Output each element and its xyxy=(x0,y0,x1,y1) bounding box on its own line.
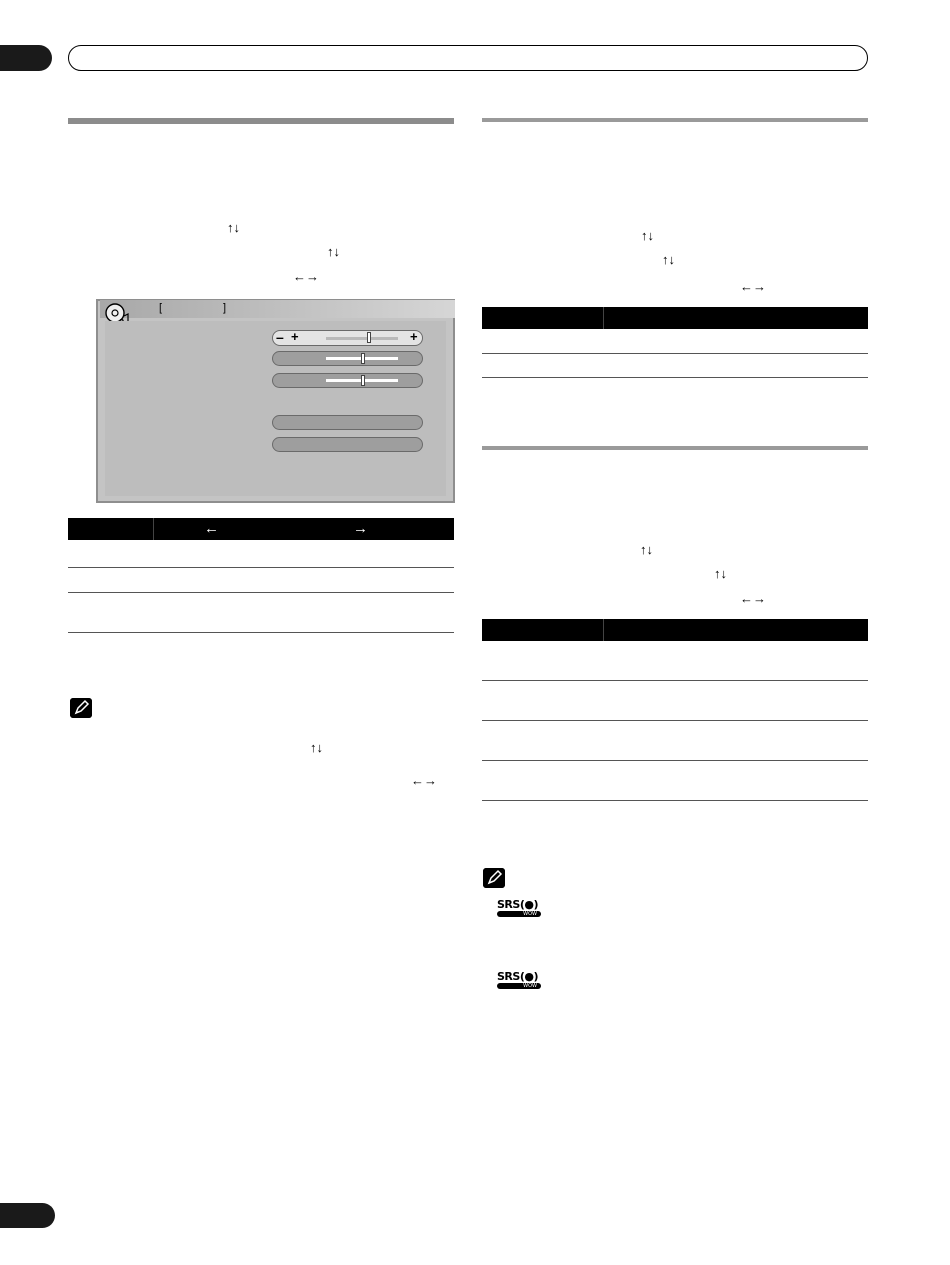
table-row-divider xyxy=(482,800,868,801)
slider-thumb[interactable] xyxy=(361,353,365,364)
table-row-divider xyxy=(482,353,868,354)
table-header-right-2 xyxy=(482,619,868,641)
table-row-divider xyxy=(68,592,454,593)
header-frame xyxy=(68,45,868,71)
up-down-arrows-icon: ↑↓ xyxy=(640,542,653,557)
up-down-arrows-icon: ↑↓ xyxy=(327,244,340,259)
up-down-arrows-icon: ↑↓ xyxy=(227,220,240,235)
menu-bracket-open: [ xyxy=(159,302,163,314)
table-header-divider xyxy=(153,518,154,540)
up-down-arrows-icon: ↑↓ xyxy=(310,740,323,755)
pencil-note-icon xyxy=(70,698,92,718)
table-row-divider xyxy=(482,680,868,681)
plus-icon: + xyxy=(291,329,299,344)
table-row-divider xyxy=(482,720,868,721)
section-rule-right-2 xyxy=(482,446,868,450)
section-rule-right-1 xyxy=(482,118,868,122)
table-header-right-1 xyxy=(482,307,868,329)
menu-bracket-close: ] xyxy=(223,302,227,314)
slider-thumb[interactable] xyxy=(367,332,371,343)
right-arrow-icon: → xyxy=(353,520,368,537)
up-down-arrows-icon: ↑↓ xyxy=(714,566,727,581)
page-number-tab xyxy=(0,1203,55,1228)
slider-track xyxy=(326,337,398,340)
srs-wow-logo: SRS(●) WOW xyxy=(497,899,541,917)
left-arrow-icon: ← xyxy=(204,520,219,537)
pencil-note-icon xyxy=(483,868,505,888)
table-row-divider xyxy=(482,377,868,378)
table-header-left xyxy=(68,518,454,540)
left-right-arrows-icon: ←→ xyxy=(293,269,319,284)
up-down-arrows-icon: ↑↓ xyxy=(662,252,675,267)
osd-menu-body xyxy=(105,321,446,496)
table-row-divider xyxy=(482,760,868,761)
table-row-divider xyxy=(68,632,454,633)
menu-option-pill[interactable] xyxy=(272,437,423,452)
section-rule-left xyxy=(68,118,454,124)
up-down-arrows-icon: ↑↓ xyxy=(641,228,654,243)
osd-menu-title-bar xyxy=(100,300,455,318)
srs-wow-logo: SRS(●) WOW xyxy=(497,971,541,989)
table-row-divider xyxy=(68,567,454,568)
plus-icon: + xyxy=(410,329,418,344)
table-header-divider xyxy=(603,619,604,641)
left-right-arrows-icon: ←→ xyxy=(740,591,766,606)
minus-icon: – xyxy=(276,329,284,345)
left-right-arrows-icon: ←→ xyxy=(411,773,437,788)
chapter-tab xyxy=(0,45,52,71)
menu-option-pill[interactable] xyxy=(272,415,423,430)
slider-thumb[interactable] xyxy=(361,375,365,386)
table-header-divider xyxy=(603,307,604,329)
left-right-arrows-icon: ←→ xyxy=(740,279,766,294)
